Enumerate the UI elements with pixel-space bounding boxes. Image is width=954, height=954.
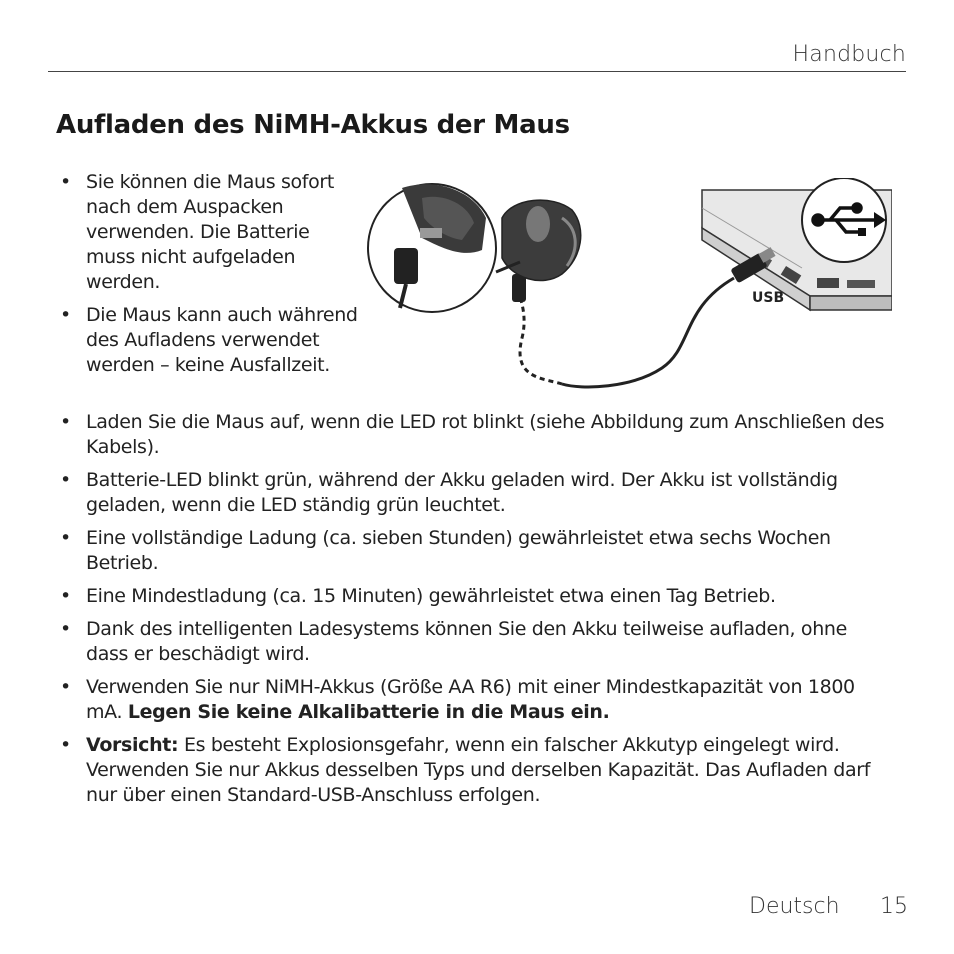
list-item-text: Eine vollständige Ladung (ca. sieben Stunden) gewährleistet etwa sechs Wochen Betrieb.: [86, 527, 831, 574]
list-item: [58, 468, 888, 518]
list-item-text: Dank des intelligenten Ladesystems können Sie den Akku teilweise aufladen, ohne dass er beschädigt wird.: [86, 618, 847, 665]
header-rule: [48, 71, 906, 72]
list-item-text: Laden Sie die Maus auf, wenn die LED rot blinkt (siehe Abbildung zum Anschließen des Kabels).: [86, 411, 885, 458]
alkaline-warning: Legen Sie keine Alkalibatterie in die Maus ein.: [127, 701, 610, 723]
usb-symbol-bubble: [802, 178, 886, 262]
caution-label: Vorsicht:: [86, 734, 179, 756]
micro-usb-plug-image: [512, 274, 526, 302]
list-item: • Sie können die Maus sofort nach dem Auspacken verwenden. Die Batterie muss nicht aufgeladen werden.: [58, 170, 358, 295]
list-item: [58, 675, 888, 725]
list-item: [58, 526, 888, 576]
page-number: 15: [880, 894, 908, 919]
list-item-text: Verwenden Sie nur NiMH-Akkus (Größe AA R6) mit einer Mindestkapazität von 1800 mA.: [86, 676, 855, 723]
list-item-text: Batterie-LED blinkt grün, während der Akku geladen wird. Der Akku ist vollständig geladen, wenn die LED ständig grün leuchtet.: [86, 469, 838, 516]
list-item: [58, 617, 888, 667]
usb-label: USB: [752, 290, 785, 306]
mouse-image: [496, 200, 581, 280]
list-item: [58, 733, 888, 808]
list-item-text: Es besteht Explosionsgefahr, wenn ein falscher Akkutyp eingelegt wird. Verwenden Sie nur Akkus desselben Typs und derselben Kapazität. Das Aufladen darf nur über einen Standard-USB-Anschluss erfolgen.: [86, 734, 871, 806]
list-item: • Die Maus kann auch während des Aufladens verwendet werden – keine Ausfallzeit.: [58, 303, 358, 378]
header-label: Handbuch: [792, 42, 906, 67]
list-item: [58, 584, 888, 609]
list-item: [58, 410, 888, 460]
zoom-bubble: [368, 184, 496, 312]
page-title: Aufladen des NiMH-Akkus der Maus: [56, 110, 570, 140]
intro-bullet-list: [58, 170, 358, 386]
charging-bullet-list: [58, 410, 888, 816]
usb-cable: [562, 278, 734, 387]
list-item-text: Eine Mindestladung (ca. 15 Minuten) gewährleistet etwa einen Tag Betrieb.: [86, 585, 776, 607]
charging-illustration: [362, 178, 892, 400]
footer-language: Deutsch: [749, 894, 840, 919]
